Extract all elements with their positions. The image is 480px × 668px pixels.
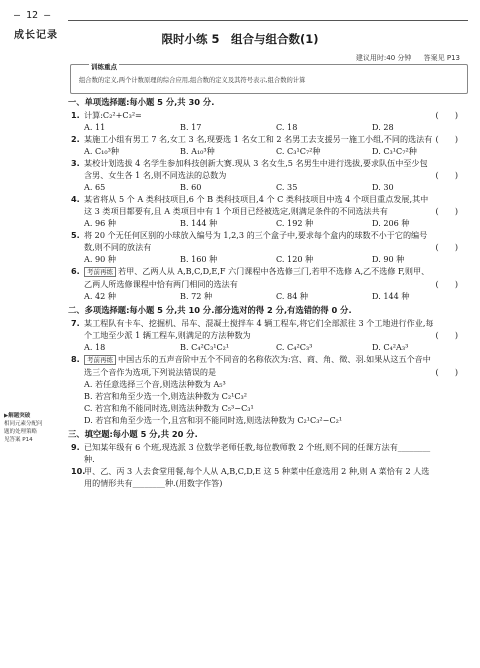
option: D. 若宫和角至少选一个,且宫和羽不能同时选,则选法种数为 C₂¹C₃²−C₂¹	[84, 415, 343, 425]
question-number: 7.	[71, 318, 80, 328]
option: D. 30	[372, 182, 394, 192]
option-row	[72, 253, 468, 265]
question-item	[72, 265, 468, 290]
answer-blank[interactable]: ( )	[435, 110, 458, 120]
page-title: 限时小练 5 组合与组合数(1)	[161, 32, 319, 46]
question-number: 4.	[71, 194, 80, 204]
side-note	[4, 412, 62, 444]
option: C. 84 种	[276, 291, 309, 301]
training-focus-box	[70, 64, 468, 94]
option-row	[72, 217, 468, 229]
review-tag: 考前再练	[84, 355, 116, 365]
suggested-time: 建议用时:40 分钟	[355, 54, 412, 62]
option: D. 90 种	[372, 254, 405, 264]
meta-info	[346, 53, 460, 63]
question-text: 甲、乙、丙 3 人去食堂用餐,每个人从 A,B,C,D,E 这 5 种菜中任意选用 2 种,则 A 菜恰有 2 人选用的情形共有________种.(用数字作答)	[84, 466, 430, 488]
option: B. 160 种	[180, 254, 218, 264]
page-number: — 12 —	[14, 10, 51, 21]
header-rule	[68, 20, 468, 21]
answer-blank[interactable]: ( )	[435, 206, 458, 216]
question-number: 1.	[71, 110, 80, 120]
option-row	[72, 121, 468, 133]
question-text: 已知某年级有 6 个班,现选派 3 位数学老师任教,每位教师教 2 个班,则不同的任课方法有________种.	[84, 442, 431, 464]
option: C. C₃¹C₇²种	[276, 146, 321, 156]
answer-blank[interactable]: ( )	[435, 367, 458, 377]
question-number: 3.	[71, 158, 80, 168]
side-note-line: 题的处理策略	[4, 429, 38, 435]
question-item	[72, 317, 468, 341]
answer-blank[interactable]: ( )	[435, 134, 458, 144]
brand-label: 成长记录	[14, 30, 58, 41]
question-text: 将 20 个无任何区别的小球放入编号为 1,2,3 的三个盒子中,要求每个盒内的球数不小于它的编号数,则不同的放法有	[84, 230, 428, 252]
question-item	[72, 133, 468, 145]
answer-reference: 答案见 P13	[423, 54, 460, 62]
option: D. C₄²A₃³	[372, 342, 409, 352]
option: B. 60	[180, 182, 202, 192]
option: C. 18	[276, 122, 298, 132]
answer-blank[interactable]: ( )	[435, 170, 458, 180]
option: A. 18	[84, 342, 106, 352]
question-content	[68, 94, 468, 489]
option: B. A₁₀³种	[180, 146, 215, 156]
option: D. 144 种	[372, 291, 410, 301]
question-item	[72, 353, 468, 378]
option: B. 若宫和角至少选一个,则选法种数为 C₂¹C₃²	[84, 391, 248, 401]
question-text: 若甲、乙两人从 A,B,C,D,E,F 六门课程中各选修三门,若甲不选修 A,乙不选修 F,则甲、乙两人所选修课程中恰有两门相同的选法有	[84, 266, 430, 289]
question-number: 2.	[71, 134, 80, 144]
section-title: 二、多项选择题:每小题 5 分,共 10 分.部分选对的得 2 分,有选错的得 0 分.	[68, 305, 352, 315]
option: C. 35	[276, 182, 298, 192]
question-item	[72, 465, 468, 489]
section-title: 三、填空题:每小题 5 分,共 20 分.	[68, 429, 198, 439]
question-number: 9.	[71, 442, 80, 452]
training-focus-tag: 训练重点	[91, 63, 117, 71]
question-item	[72, 229, 468, 253]
question-number: 6.	[71, 266, 80, 276]
question-number: 8.	[71, 354, 80, 364]
option: A. C₁₀³种	[84, 146, 120, 156]
question-item	[72, 193, 468, 217]
option: C. 120 种	[276, 254, 314, 264]
option: A. 65	[84, 182, 106, 192]
answer-blank[interactable]: ( )	[435, 279, 458, 289]
option-row	[72, 290, 468, 302]
option-row	[72, 181, 468, 193]
option: C. 若宫和角不能同时选,则选法种数为 C₅³−C₃¹	[84, 403, 254, 413]
question-number: 10.	[71, 466, 86, 476]
option-row	[72, 145, 468, 157]
option: A. 90 种	[84, 254, 116, 264]
option: A. 96 种	[84, 218, 116, 228]
option: D. 206 种	[372, 218, 410, 228]
option: C. 192 种	[276, 218, 314, 228]
answer-blank[interactable]: ( )	[435, 242, 458, 252]
option: D. C₃¹C₇²种	[372, 146, 417, 156]
option: B. 144 种	[180, 218, 218, 228]
side-note-line: 见答案 P14	[4, 437, 33, 443]
review-tag: 考前再练	[84, 267, 116, 277]
option: B. 72 种	[180, 291, 213, 301]
question-item	[72, 441, 468, 465]
question-item	[72, 109, 468, 121]
option: A. 11	[84, 122, 106, 132]
question-text: 某校计划选拔 4 名学生参加科技创新大赛.现从 3 名女生,5 名男生中进行选拔,要求队伍中至少包含男、女生各 1 名,则不同选法的总数为	[84, 158, 428, 180]
answer-blank[interactable]: ( )	[435, 330, 458, 340]
side-note-line: 相同元素分配问	[4, 421, 43, 427]
section-title: 一、单项选择题:每小题 5 分,共 30 分.	[68, 97, 215, 107]
side-note-title: ▶解题突破	[4, 413, 31, 419]
question-number: 5.	[71, 230, 80, 240]
option: B. 17	[180, 122, 202, 132]
question-text: 中国古乐的五声音阶中五个不同音的名称依次为:宫、商、角、徵、羽.如果从这五个音中选三个音作为选项,下列说法错误的是	[84, 354, 431, 377]
option: C. C₄²C₃³	[276, 342, 313, 352]
question-item	[72, 157, 468, 181]
option: A. 42 种	[84, 291, 116, 301]
option: D. 28	[372, 122, 394, 132]
option: A. 若任意选择三个音,则选法种数为 A₅³	[84, 379, 226, 389]
question-text: 某工程队有卡车、挖掘机、吊车、混凝土搅拌车 4 辆工程车,将它们全部派往 3 个工地进行作业,每个工地至少派 1 辆工程车,则满足的方法种数为	[84, 318, 434, 340]
question-text: 某施工小组有男工 7 名,女工 3 名,现要选 1 名女工和 2 名男工去支援另一施工小组,不同的选法有	[84, 134, 433, 144]
question-text: 计算:C₂²+C₃²=	[84, 110, 142, 120]
training-focus-text: 组合数的定义,两个计数原理的综合应用,组合数的定义及其符号表示,组合数的计算	[79, 77, 306, 84]
option-row	[72, 341, 468, 353]
question-text: 某省将从 5 个 A 类科技项目,6 个 B 类科技项目,4 个 C 类科技项目中选 4 个项目重点发展,其中这 3 类项目都要有,且 A 类项目中有 1 个项目已经被选定,则满足条件的不同选法共有	[84, 194, 429, 216]
option: B. C₄²C₃¹C₂¹	[180, 342, 230, 352]
